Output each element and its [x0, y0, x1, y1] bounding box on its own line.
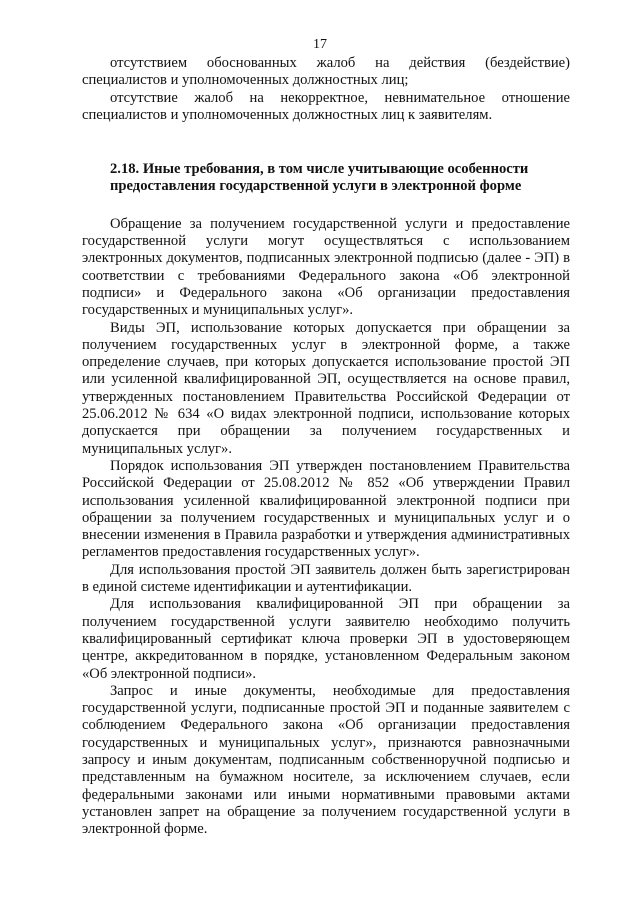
paragraph-4: Для использования простой ЭП заявитель должен быть зарегистрирован в единой системе идентификации и аутентификации.: [82, 561, 570, 596]
page-content: [82, 55, 570, 838]
section-heading: [82, 161, 570, 196]
paragraph-1: Обращение за получением государственной услуги и предоставление государственной услуги могут осуществляться с использованием электронных документов, подписанных электронной подписью (далее - ЭП) в соответствии с требованиями Федерального закона «Об электронной подписи» и Федерального закона «Об организации предоставления государственных и муниципальных услуг».: [82, 215, 570, 319]
paragraph-5: Для использования квалифицированной ЭП при обращении за получением государственной услуги заявителю необходимо получить квалифицированный сертификат ключа проверки ЭП в удостоверяющем центре, аккредитованном в порядке, установленном Федеральным законом «Об электронной подписи».: [82, 596, 570, 682]
intro-paragraph-1: отсутствием обоснованных жалоб на действия (бездействие) специалистов и уполномоченных должностных лиц;: [82, 55, 570, 89]
paragraph-2: Виды ЭП, использование которых допускается при обращении за получением государственных услуг в электронной форме, а также определение случаев, при которых допускается использование простой ЭП или усиленной квалифицированной ЭП, осуществляется на основе правил, утвержденных постановлением Правительства Российской Федерации от 25.06.2012 № 634 «О видах электронной подписи, использование которых допускается при обращении за получением государственных и муниципальных услуг».: [82, 319, 570, 457]
section-heading-line-1: 2.18. Иные требования, в том числе учитывающие особенности: [110, 161, 529, 178]
paragraph-3: Порядок использования ЭП утвержден постановлением Правительства Российской Федерации от 25.08.2012 № 852 «Об утверждении Правил использования усиленной квалифицированной электронной подписи при обращении за получением государственных и муниципальных услуг и о внесении изменения в Правила разработки и утверждения административных регламентов предоставления государственных услуг».: [82, 457, 570, 561]
paragraph-6: Запрос и иные документы, необходимые для предоставления государственной услуги, подписанные простой ЭП и поданные заявителем с соблюдением Федерального закона «Об организации предоставления государственных и муниципальных услуг», признаются равнозначными запросу и иным документам, подписанным собственноручной подписью и представленным на бумажном носителе, за исключением случаев, если федеральными законами или иными нормативными правовыми актами установлен запрет на обращение за получением государственной услуги в электронной форме.: [82, 682, 570, 838]
section-heading-line-2: предоставления государственной услуги в электронной форме: [110, 178, 522, 195]
page-number: 17: [313, 37, 327, 52]
intro-paragraph-2: отсутствие жалоб на некорректное, невнимательное отношение специалистов и уполномоченных должностных лиц к заявителям.: [82, 89, 570, 123]
